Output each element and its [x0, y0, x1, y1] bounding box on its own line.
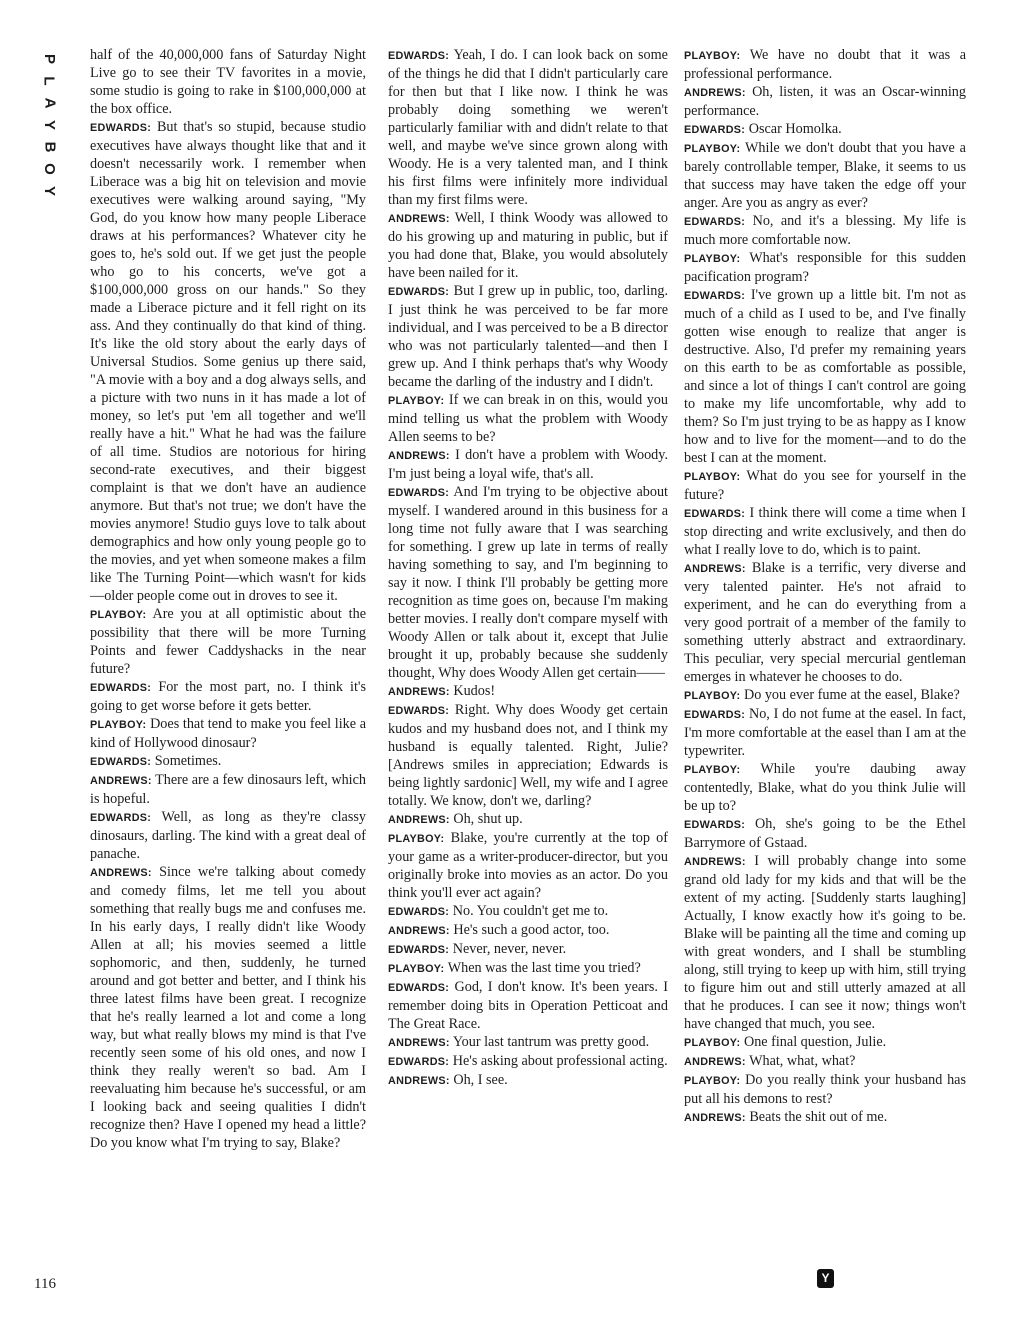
paragraph [388, 978, 668, 1033]
side-letter: Y [40, 119, 58, 131]
speaker-label: ANDREWS: [388, 1037, 450, 1049]
speaker-label: ANDREWS: [388, 686, 450, 698]
paragraph [90, 715, 366, 752]
paragraph [388, 446, 668, 483]
paragraph [90, 46, 366, 118]
side-letter: Y [40, 185, 58, 197]
paragraph [684, 686, 966, 705]
paragraph-text: Well, I think Woody was allowed to do his growing up and maturing in public, but if you had done that, Blake, you would absolutely have been nailed for it. [388, 210, 668, 281]
paragraph [388, 810, 668, 829]
paragraph-text: Right. Why does Woody get certain kudos and my husband does not, and I think my husband is equally talented. Right, Julie? [Andrews smiles in appreciation; Edwards is being lightly sardonic] Well, my wife and I agree totally. We know, don't we, darling? [388, 702, 668, 809]
paragraph [388, 1071, 668, 1090]
paragraph-text: Are you at all optimistic about the possibility that there will be more Turning Points and fewer Caddyshacks in the near future? [90, 606, 366, 677]
speaker-label: PLAYBOY: [684, 143, 741, 155]
paragraph [388, 940, 668, 959]
paragraph [388, 921, 668, 940]
paragraph-text: Yeah, I do. I can look back on some of the things he did that I didn't particularly care for then but that I like now. I think he was probably doing something we weren't particularly familiar with and didn't relate to that well, and maybe we've since grown along with Woody. He is a very talented man, and I think his first films were infinitely more individual than my first films were. [388, 47, 668, 208]
paragraph [388, 1052, 668, 1071]
paragraph-text: He's such a good actor, too. [453, 922, 610, 938]
paragraph-text: Blake, you're currently at the top of your game as a writer-producer-director, but you originally broke into movies as an actor. Do you think you'll ever act again? [388, 830, 669, 901]
speaker-label: EDWARDS: [388, 906, 450, 918]
paragraph-text: Oh, shut up. [453, 811, 523, 827]
paragraph [388, 46, 668, 209]
speaker-label: PLAYBOY: [684, 1075, 741, 1087]
speaker-label: PLAYBOY: [388, 395, 445, 407]
speaker-label: ANDREWS: [388, 814, 450, 826]
paragraph [684, 815, 966, 852]
paragraph-text: No. You couldn't get me to. [452, 903, 609, 919]
speaker-label: ANDREWS: [684, 1112, 746, 1124]
paragraph [388, 282, 668, 391]
speaker-label: ANDREWS: [388, 1075, 450, 1087]
paragraph-text: Oscar Homolka. [748, 121, 842, 137]
speaker-label: ANDREWS: [90, 867, 152, 879]
paragraph-text: But that's so stupid, because studio executives have always thought like that and it doesn't necessarily work. I remember when Liberace was a big hit on television and movie executives were walking around saying, "My God, do you know how many people Liberace draws at his performances? Whatever city he goes to, he's sold out. If we get just the people who go to his concerts, we've got a $100,000,000 gross on our hands." So they made a Liberace picture and it fell right on its ass. And they continually do that kind of thing. It's like the old story about the early days of Universal Studios. Some genius up there said, "A movie with a boy and a dog always sells, and a picture with two nuns in it has made a lot of money, so let's put 'em all together and we'll really have a hit." What he had was the failure of all time. Studios are notorious for hiring second-rate executives, and their biggest complaint is that we don't have an audience anymore. But that's not true; we don't have the movies anymore! Studio guys love to talk about demographics and how only young people go to the movies, and yet when someone makes a film like The Turning Point—which wasn't for kids—older people come out in droves to see it. [90, 119, 367, 604]
paragraph-text: I will probably change into some grand old lady for my kids and that will be the extent of my acting. [Suddenly starts laughing] Actually, I know exactly how it's going to be. Blake will be painting all the time and coming up with great wonders, and I shall be stumbling along, still trying to keep up with him, still trying to figure him out and still utterly amazed at all that he produces. I can see it now; things won't have changed that much, you see. [684, 853, 966, 1032]
speaker-label: PLAYBOY: [90, 609, 147, 621]
paragraph-text: While you're daubing away contentedly, Blake, what do you think Julie will be up to? [684, 761, 966, 814]
paragraph-text: One final question, Julie. [743, 1034, 887, 1050]
paragraph-text: Since we're talking about comedy and comedy films, let me tell you about something that really bugs me and confuses me. In his early days, I really didn't like Woody Allen at all; his movies seemed a little sophomoric, and then, suddenly, he turned around and got better and better, and I think his three latest films have been great. I recognize that he's really learned a lot and come a long way, but what really blows my mind is that I've recently seen some of his old ones, and now I think they really weren't so bad. Am I reevaluating him because he's successful, or am I looking back and seeing qualities I didn't recognize then? Have I opened my head a little? Do you know what I'm trying to say, Blake? [90, 864, 367, 1151]
paragraph-text: He's asking about professional acting. [452, 1053, 668, 1069]
paragraph [388, 829, 668, 902]
paragraph-text: There are a few dinosaurs left, which is hopeful. [90, 772, 367, 807]
speaker-label: PLAYBOY: [90, 719, 147, 731]
speaker-label: ANDREWS: [90, 775, 152, 787]
paragraph [684, 852, 966, 1033]
paragraph [684, 504, 966, 559]
paragraph-text: Oh, she's going to be the Ethel Barrymore of Gstaad. [684, 816, 966, 851]
paragraph-text: God, I don't know. It's been years. I remember doing bits in Operation Petticoat and The Great Race. [388, 979, 668, 1032]
speaker-label: EDWARDS: [684, 216, 746, 228]
paragraph-text: But I grew up in public, too, darling. I just think he was perceived to be far more individual, and I was perceived to be a B director who was not particularly talented—and then I grew up. And I think perhaps that's why Woody became the darling of the industry and I didn't. [388, 283, 668, 390]
paragraph [388, 391, 668, 446]
speaker-label: EDWARDS: [388, 50, 450, 62]
paragraph-text: half of the 40,000,000 fans of Saturday Night Live go to see their TV favorites in a movie, some studio is going to rake in $100,000,000 at the box office. [90, 47, 366, 117]
paragraph [90, 118, 366, 605]
paragraph-text: What's responsible for this sudden pacification program? [684, 250, 966, 285]
page-number: 116 [34, 1276, 56, 1292]
speaker-label: PLAYBOY: [388, 963, 445, 975]
side-letter: P [40, 53, 58, 65]
speaker-label: ANDREWS: [684, 87, 746, 99]
speaker-label: EDWARDS: [388, 982, 450, 994]
paragraph [388, 902, 668, 921]
paragraph-text: And I'm trying to be objective about myself. I wandered around in this business for a long time not fully aware that I was searching for something. I grew up late in terms of really having something to say, and I'm beginning to say it now. I think I'll probably be getting more recognition as time goes on, because I'm making better movies. I really don't compare myself with Woody Allen or talk about it, except that Julie brought it up, probably because she suddenly thought, Why does Woody Allen get certain—— [388, 484, 668, 681]
paragraph [90, 752, 366, 771]
paragraph-text: Kudos! [453, 683, 496, 699]
paragraph [684, 760, 966, 815]
paragraph [684, 1052, 966, 1071]
paragraph [90, 678, 366, 715]
speaker-label: ANDREWS: [388, 213, 450, 225]
paragraph [684, 139, 966, 212]
paragraph-text: Oh, listen, it was an Oscar-winning performance. [684, 84, 966, 119]
speaker-label: EDWARDS: [684, 508, 746, 520]
speaker-label: ANDREWS: [684, 1056, 746, 1068]
paragraph [388, 483, 668, 682]
paragraph [684, 705, 966, 760]
side-letter: O [40, 163, 58, 175]
paragraph [90, 863, 366, 1152]
paragraph [684, 559, 966, 686]
end-mark-icon: Y [817, 1269, 834, 1288]
text-column-1 [90, 46, 366, 1152]
speaker-label: ANDREWS: [684, 563, 746, 575]
paragraph-text: While we don't doubt that you have a barely controllable temper, Blake, it seems to us that success may have taken the edge off your anger. Are you as angry as ever? [684, 140, 966, 211]
text-column-2 [388, 46, 668, 1090]
paragraph [388, 701, 668, 810]
paragraph-text: What do you see for yourself in the future? [684, 468, 966, 503]
paragraph-text: Sometimes. [154, 753, 222, 769]
paragraph [684, 1071, 966, 1108]
paragraph [684, 286, 966, 467]
speaker-label: ANDREWS: [388, 450, 450, 462]
paragraph-text: Oh, I see. [453, 1072, 508, 1088]
paragraph [684, 120, 966, 139]
paragraph-text: I've grown up a little bit. I'm not as much of a child as I used to be, and I've finally gotten wise enough to realize that anger is destructive. Also, I'd prefer my remaining years on this earth to be as comfortable as possible, and since a lot of things I can't control are going to make my life uncomfortable, why add to them? So I'm just trying to be as happy as I know how and to live for the moment—and to do the best I can at the moment. [684, 287, 967, 466]
paragraph-text: I don't have a problem with Woody. I'm just being a loyal wife, that's all. [388, 447, 668, 482]
paragraph [684, 83, 966, 120]
speaker-label: EDWARDS: [388, 705, 450, 717]
paragraph [684, 1108, 966, 1127]
paragraph-text: For the most part, no. I think it's going to get worse before it gets better. [90, 679, 366, 714]
speaker-label: EDWARDS: [684, 290, 746, 302]
side-letter: A [41, 97, 58, 109]
text-column-3 [684, 46, 966, 1127]
paragraph-text: Beats the shit out of me. [749, 1109, 888, 1125]
paragraph-text: Blake is a terrific, very diverse and very talented painter. He's not afraid to experiment, and he can do everything from a very good portrait of a member of the family to something utterly abstract and extraordinary. This peculiar, very special mercurial gentleman emerges in whatever he chooses to do. [684, 560, 967, 685]
speaker-label: EDWARDS: [90, 812, 152, 824]
paragraph-text: No, I do not fume at the easel. In fact, I'm more comfortable at the easel than I am at the typewriter. [684, 706, 966, 759]
paragraph-text: No, and it's a blessing. My life is much more comfortable now. [684, 213, 967, 248]
paragraph [684, 249, 966, 286]
speaker-label: ANDREWS: [684, 856, 746, 868]
paragraph [90, 771, 366, 808]
speaker-label: PLAYBOY: [684, 50, 741, 62]
paragraph [90, 808, 366, 863]
paragraph [388, 959, 668, 978]
paragraph-text: We have no doubt that it was a professional performance. [684, 47, 966, 82]
paragraph-text: Never, never, never. [452, 941, 567, 957]
paragraph-text: I think there will come a time when I stop directing and write exclusively, and then do what I really love to do, which is to paint. [684, 505, 966, 558]
paragraph [684, 467, 966, 504]
speaker-label: PLAYBOY: [684, 690, 741, 702]
side-letter: L [40, 76, 58, 86]
speaker-label: EDWARDS: [388, 944, 450, 956]
paragraph-text: Well, as long as they're classy dinosaurs, darling. The kind with a great deal of panache. [90, 809, 366, 862]
paragraph-text: Your last tantrum was pretty good. [452, 1034, 650, 1050]
speaker-label: EDWARDS: [684, 124, 746, 136]
paragraph [90, 605, 366, 678]
speaker-label: PLAYBOY: [684, 253, 741, 265]
magazine-side-label [34, 48, 64, 202]
paragraph-text: Do you really think your husband has put all his demons to rest? [684, 1072, 966, 1107]
paragraph-text: Does that tend to make you feel like a kind of Hollywood dinosaur? [90, 716, 367, 751]
paragraph [684, 212, 966, 249]
paragraph-text: What, what, what? [749, 1053, 856, 1069]
paragraph-text: If we can break in on this, would you mind telling us what the problem with Woody Allen seems to be? [388, 392, 668, 445]
paragraph [684, 1033, 966, 1052]
paragraph [388, 1033, 668, 1052]
side-letter: B [41, 141, 58, 153]
speaker-label: EDWARDS: [684, 709, 746, 721]
speaker-label: PLAYBOY: [684, 1037, 741, 1049]
speaker-label: ANDREWS: [388, 925, 450, 937]
paragraph [388, 682, 668, 701]
speaker-label: PLAYBOY: [684, 471, 741, 483]
speaker-label: EDWARDS: [388, 286, 450, 298]
paragraph [684, 46, 966, 83]
speaker-label: PLAYBOY: [388, 833, 445, 845]
paragraph-text: Do you ever fume at the easel, Blake? [743, 687, 960, 703]
speaker-label: EDWARDS: [90, 756, 152, 768]
speaker-label: EDWARDS: [684, 819, 746, 831]
paragraph-text: When was the last time you tried? [447, 960, 641, 976]
speaker-label: EDWARDS: [388, 1056, 450, 1068]
paragraph [388, 209, 668, 282]
speaker-label: EDWARDS: [90, 122, 152, 134]
speaker-label: EDWARDS: [388, 487, 450, 499]
speaker-label: EDWARDS: [90, 682, 152, 694]
speaker-label: PLAYBOY: [684, 764, 741, 776]
